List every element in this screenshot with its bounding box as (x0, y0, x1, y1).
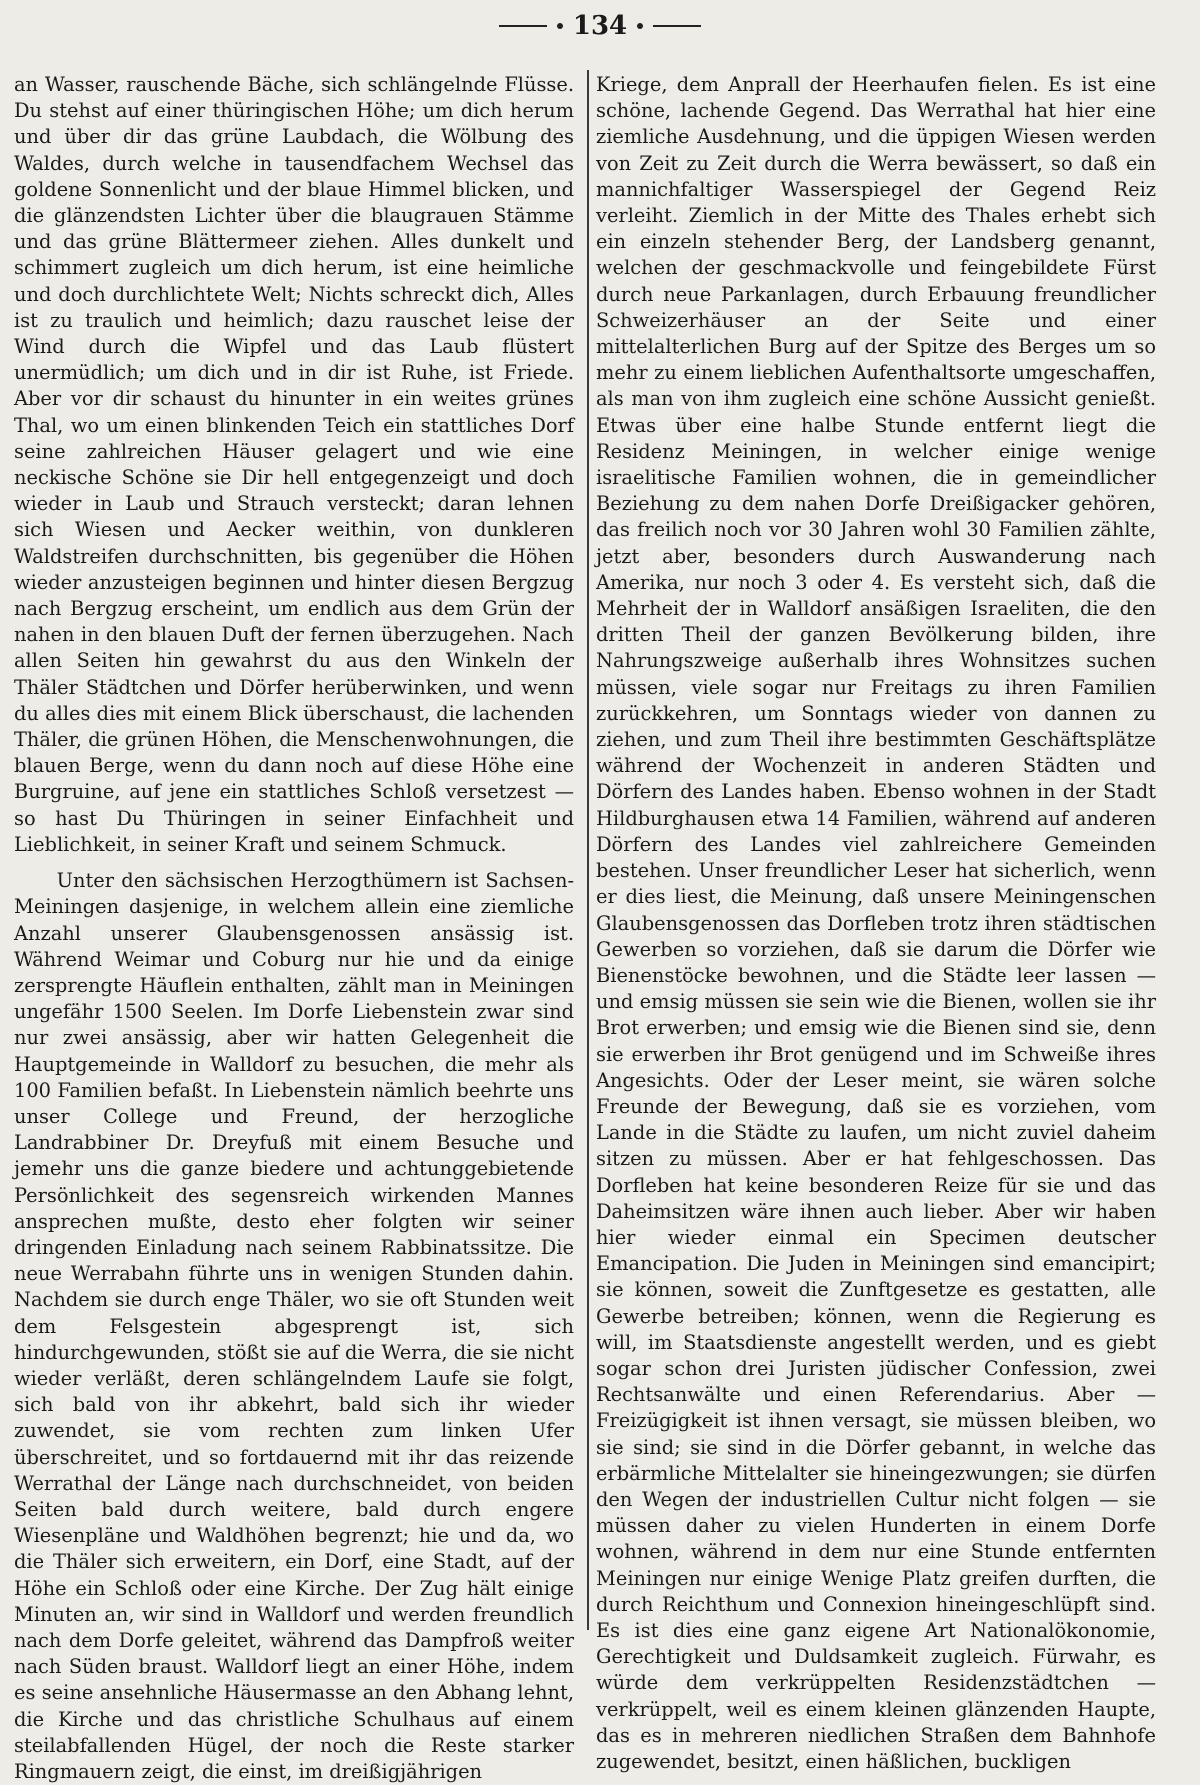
header-ornament-dot-left (557, 23, 563, 29)
header-ornament-right (653, 25, 701, 27)
right-paragraph-1: Kriege, dem Anprall der Heerhaufen fielen. Es ist eine schöne, lachende Gegend. Das Werrathal hat hier eine ziemliche Ausdehnung, und die üppigen Wiesen werden von Zeit zu Zeit durch die Werra bewässert, so daß ein mannichfaltiger Wasserspiegel der Gegend Reiz verleiht. Ziemlich in der Mitte des Thales erhebt sich ein einzeln stehender Berg, der Landsberg genannt, welchen der geschmackvolle und feingebildete Fürst durch neue Parkanlagen, durch Erbauung freundlicher Schweizerhäuser an der Seite und einer mittelalterlichen Burg auf der Spitze des Berges um so mehr zu einem lieblichen Aufenthaltsorte umgeschaffen, als man von ihm zugleich eine schöne Aussicht genießt. Etwas über eine halbe Stunde entfernt liegt die Residenz Meiningen, in welcher einige wenige israelitische Familien wohnen, die in gemeindlicher Beziehung zu dem nahen Dorfe Dreißigacker gehören, das freilich noch vor 30 Jahren wohl 30 Familien zählte, jetzt aber, besonders durch Auswanderung nach Amerika, nur noch 3 oder 4. Es versteht sich, daß die Mehrheit der in Walldorf ansäßigen Israeliten, die den dritten Theil der ganzen Bevölkerung bilden, ihre Nahrungszweige außerhalb ihres Wohnsitzes suchen müssen, viele sogar nur Freitags zu ihren Familien zurückkehren, um Sonntags wieder von dannen zu ziehen, und zum Theil ihre bestimmten Geschäftsplätze während der Wochenzeit in anderen Städten und Dörfern des Landes haben. Ebenso wohnen in der Stadt Hildburghausen etwa 14 Familien, während auf anderen Dörfern des Landes viel zahlreichere Gemeinden bestehen. Unser freundlicher Leser hat sicherlich, wenn er dies liest, die Meinung, daß unsere Meiningenschen Glaubensgenossen das Dorfleben trotz ihren städtischen Gewerben so vorziehen, daß sie darum die Dörfer wie Bienenstöcke bewohnen, und die Städte leer lassen — und emsig müssen sie sein wie die Bienen, wollen sie ihr Brot erwerben; und emsig wie die Bienen sind sie, denn sie erwerben ihr Brot genügend und im Schweiße ihres Angesichts. Oder der Leser meint, sie wären solche Freunde der Bewegung, daß sie es vorziehen, vom Lande in die Städte zu laufen, um nicht zuviel daheim sitzen zu müssen. Aber er hat fehlgeschossen. Das Dorfleben hat keine besonderen Reize für sie und das Daheimsitzen wäre ihnen auch lieber. Aber wir haben hier wieder einmal ein Specimen deutscher Emancipation. Die Juden in Meiningen sind emancipirt; sie können, soweit die Zunftgesetze es gestatten, alle Gewerbe betreiben; können, wenn die Regierung es will, im Staatsdienste angestellt werden, und es giebt sogar schon drei Juristen jüdischer Confession, zwei Rechtsanwälte und einen Referendarius. Aber — Freizügigkeit ist ihnen versagt, sie müssen bleiben, wo sie sind; sie sind in die Dörfer gebannt, in welche das erbärmliche Mittelalter sie hineingezwungen; sie dürfen den Wegen der industriellen Cultur nicht folgen — sie müssen daher zu vielen Hunderten in einem Dorfe wohnen, während in dem nur eine Stunde entfernten Meiningen nur einige Wenige Platz greifen durften, die durch Reichthum und Connexion hineingeschlüpft sind. Es ist dies eine ganz eigene Art Nationalökonomie, Gerechtigkeit und Duldsamkeit zugleich. Fürwahr, es würde dem verkrüppelten Residenzstädtchen — verkrüppelt, weil es einem kleinen glänzenden Haupte, das es in mehreren niedlichen Straßen dem Bahnhofe zugewendet, besitzt, einen häßlichen, buckligen (596, 73, 1156, 1773)
left-column (14, 72, 574, 1783)
header-ornament-dot-right (637, 23, 643, 29)
column-divider (587, 70, 589, 1630)
left-paragraph-1: an Wasser, rauschende Bäche, sich schlängelnde Flüsse. Du stehst auf einer thüringischen Höhe; um dich herum und über dir das grüne Laubdach, die Wölbung des Waldes, durch welche in tausendfachem Wechsel das goldene Sonnenlicht und der blaue Himmel blicken, und die glänzendsten Lichter über die blaugrauen Stämme und das grüne Blättermeer ziehen. Alles dunkelt und schimmert zugleich um dich herum, ist eine heimliche und doch durchlichtete Welt; Nichts schreckt dich, Alles ist zu traulich und heimlich; dazu rauschet leise der Wind durch die Wipfel und das Laub flüstert unermüdlich; um dich und in dir ist Ruhe, ist Friede. Aber vor dir schaust du hinunter in ein weites grünes Thal, wo um einen blinkenden Teich ein stattliches Dorf seine zahlreichen Häuser gelagert und wie eine neckische Schöne sie Dir hell entgegenzeigt und doch wieder in Laub und Strauch versteckt; daran lehnen sich Wiesen und Aecker weithin, von dunkleren Waldstreifen durchschnitten, bis gegenüber die Höhen wieder anzusteigen beginnen und hinter diesen Bergzug nach Bergzug erscheint, um endlich aus dem Grün der nahen in den blauen Duft der fernen überzugehen. Nach allen Seiten hin gewahrst du aus den Winkeln der Thäler Städtchen und Dörfer herüberwinken, und wenn du alles dies mit einem Blick überschaust, die lachenden Thäler, die grünen Höhen, die Menschenwohnungen, die blauen Berge, wenn du dann noch auf diese Höhe eine Burgruine, auf jene ein stattliches Schloß versetzest — so hast Du Thüringen in seiner Einfachheit und Lieblichkeit, in seiner Kraft und seinem Schmuck. (14, 73, 574, 856)
page-number: 134 (572, 11, 628, 41)
left-paragraph-2: Unter den sächsischen Herzogthümern ist Sachsen-Meiningen dasjenige, in welchem allein eine ziemliche Anzahl unserer Glaubensgenossen ansässig ist. Während Weimar und Coburg nur hie und da einige zersprengte Häuflein enthalten, zählt man in Meiningen ungefähr 1500 Seelen. Im Dorfe Liebenstein zwar sind nur zwei ansässig, aber wir hatten Gelegenheit die Hauptgemeinde in Walldorf zu besuchen, die mehr als 100 Familien befaßt. In Liebenstein nämlich beehrte uns unser College und Freund, der herzogliche Landrabbiner Dr. Dreyfuß mit einem Besuche und jemehr uns die ganze biedere und achtunggebietende Persönlichkeit des segensreich wirkenden Mannes ansprechen mußte, desto eher folgten wir seiner dringenden Einladung nach seinem Rabbinatssitze. Die neue Werrabahn führte uns in wenigen Stunden dahin. Nachdem sie durch enge Thäler, wo sie oft Stunden weit dem Felsgestein abgesprengt ist, sich hindurchgewunden, stößt sie auf die Werra, die sie nicht wieder verläßt, deren schlängelndem Laufe sie folgt, sich bald von ihr abkehrt, bald sich ihr wieder zuwendet, sie vom rechten zum linken Ufer überschreitet, und so fortdauernd mit ihr das reizende Werrathal der Länge nach durchschneidet, von beiden Seiten bald durch weitere, bald durch engere Wiesenpläne und Waldhöhen begrenzt; hie und da, wo die Thäler sich erweitern, ein Dorf, eine Stadt, auf der Höhe ein Schloß oder eine Kirche. Der Zug hält einige Minuten an, wir sind in Walldorf und werden freundlich nach dem Dorfe geleitet, während das Dampfroß weiter nach Süden braust. Walldorf liegt an einer Höhe, indem es seine ansehnliche Häusermasse an den Abhang lehnt, die Kirche und das christliche Schulhaus auf einem steilabfallenden Hügel, der noch die Reste starker Ringmauern zeigt, die einst, im dreißigjährigen (14, 869, 574, 1783)
right-column (596, 72, 1156, 1773)
page-header (0, 6, 1200, 46)
header-ornament-left (499, 25, 547, 27)
